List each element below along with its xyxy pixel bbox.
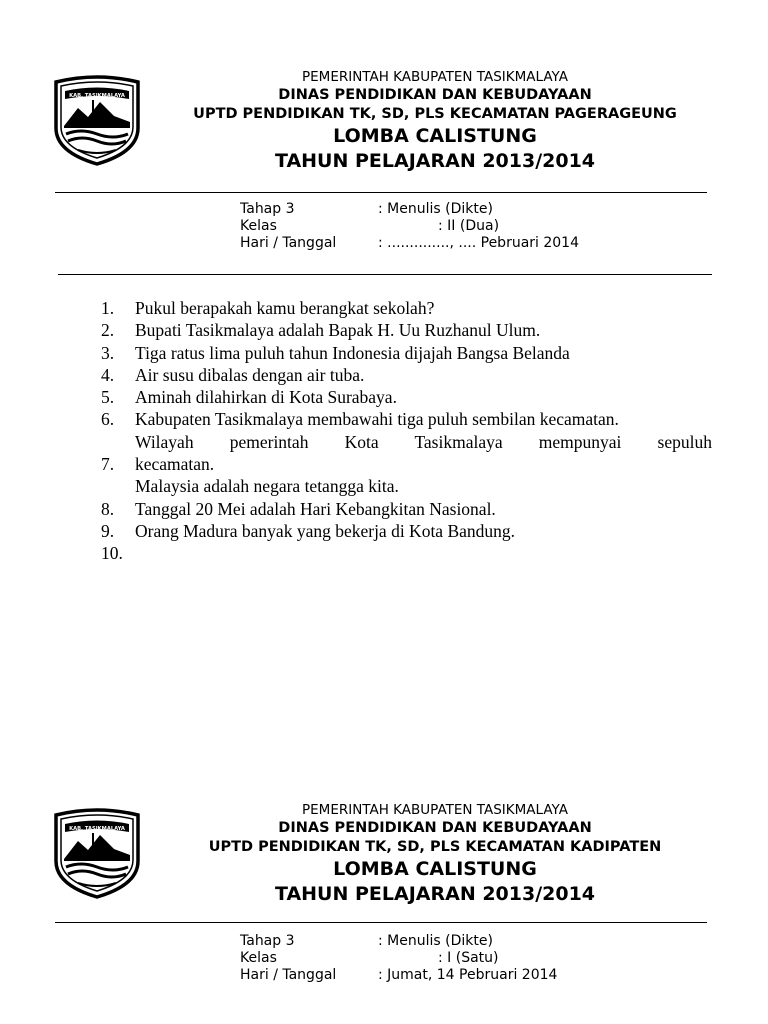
header-divider [55,922,707,923]
event-title: LOMBA CALISTUNG [333,125,537,147]
government-name: PEMERINTAH KABUPATEN TASIKMALAYA [302,802,568,818]
list-item: 2. Bupati Tasikmalaya adalah Bapak H. Uu Ruzhanul Ulum. [101,320,541,341]
department-name: DINAS PENDIDIKAN DAN KEBUDAYAAN [278,87,592,103]
list-item: 7. kecamatan. [101,454,215,475]
list-item: 8. Tanggal 20 Mei adalah Hari Kebangkitan Nasional. [101,498,496,519]
date-label: Hari / Tanggal [240,235,337,251]
class-value: : II (Dua) [438,218,500,234]
stage-value: : Menulis (Dikte) [378,201,493,217]
list-item: 3. Tiga ratus lima puluh tahun Indonesia dijajah Bangsa Belanda [101,342,570,363]
regency-emblem-logo [48,803,146,901]
government-name: PEMERINTAH KABUPATEN TASIKMALAYA [302,69,568,85]
letterhead [150,69,720,174]
list-item: 10. [101,543,123,564]
stage-label: Tahap 3 [240,933,295,949]
dictation-list [80,297,712,565]
academic-year: TAHUN PELAJARAN 2013/2014 [274,883,596,905]
academic-year: TAHUN PELAJARAN 2013/2014 [274,150,596,172]
date-label: Hari / Tanggal [240,967,337,983]
unit-name: UPTD PENDIDIKAN TK, SD, PLS KECAMATAN KADIPATEN [208,839,662,855]
class-label: Kelas [240,950,277,966]
regency-emblem-logo [48,70,146,168]
letterhead [150,802,720,907]
meta-divider [58,274,712,275]
header-divider [55,192,707,193]
list-item: 9. Orang Madura banyak yang bekerja di Kota Bandung. [101,520,516,541]
list-item: Wilayah pemerintah Kota Tasikmalaya mempunyai sepuluh [135,431,712,452]
list-item: 6. Kabupaten Tasikmalaya membawahi tiga puluh sembilan kecamatan. [101,409,619,430]
logo-text: KAB. TASIKMALAYA [69,826,125,832]
logo-text: KAB. TASIKMALAYA [69,93,125,99]
list-item: 1. Pukul berapakah kamu berangkat sekolah? [101,298,435,318]
unit-name: UPTD PENDIDIKAN TK, SD, PLS KECAMATAN PAGERAGEUNG [193,106,677,122]
list-item: Malaysia adalah negara tetangga kita. [135,476,399,497]
stage-value: : Menulis (Dikte) [378,933,493,949]
event-title: LOMBA CALISTUNG [333,858,537,880]
class-value: : I (Satu) [438,950,499,966]
list-item: 4. Air susu dibalas dengan air tuba. [101,364,365,385]
class-label: Kelas [240,218,277,234]
date-value: : Jumat, 14 Pebruari 2014 [378,967,558,983]
list-item: 5. Aminah dilahirkan di Kota Surabaya. [101,387,397,408]
stage-label: Tahap 3 [240,201,295,217]
department-name: DINAS PENDIDIKAN DAN KEBUDAYAAN [278,820,592,836]
date-value: : .............., .... Pebruari 2014 [378,235,579,251]
